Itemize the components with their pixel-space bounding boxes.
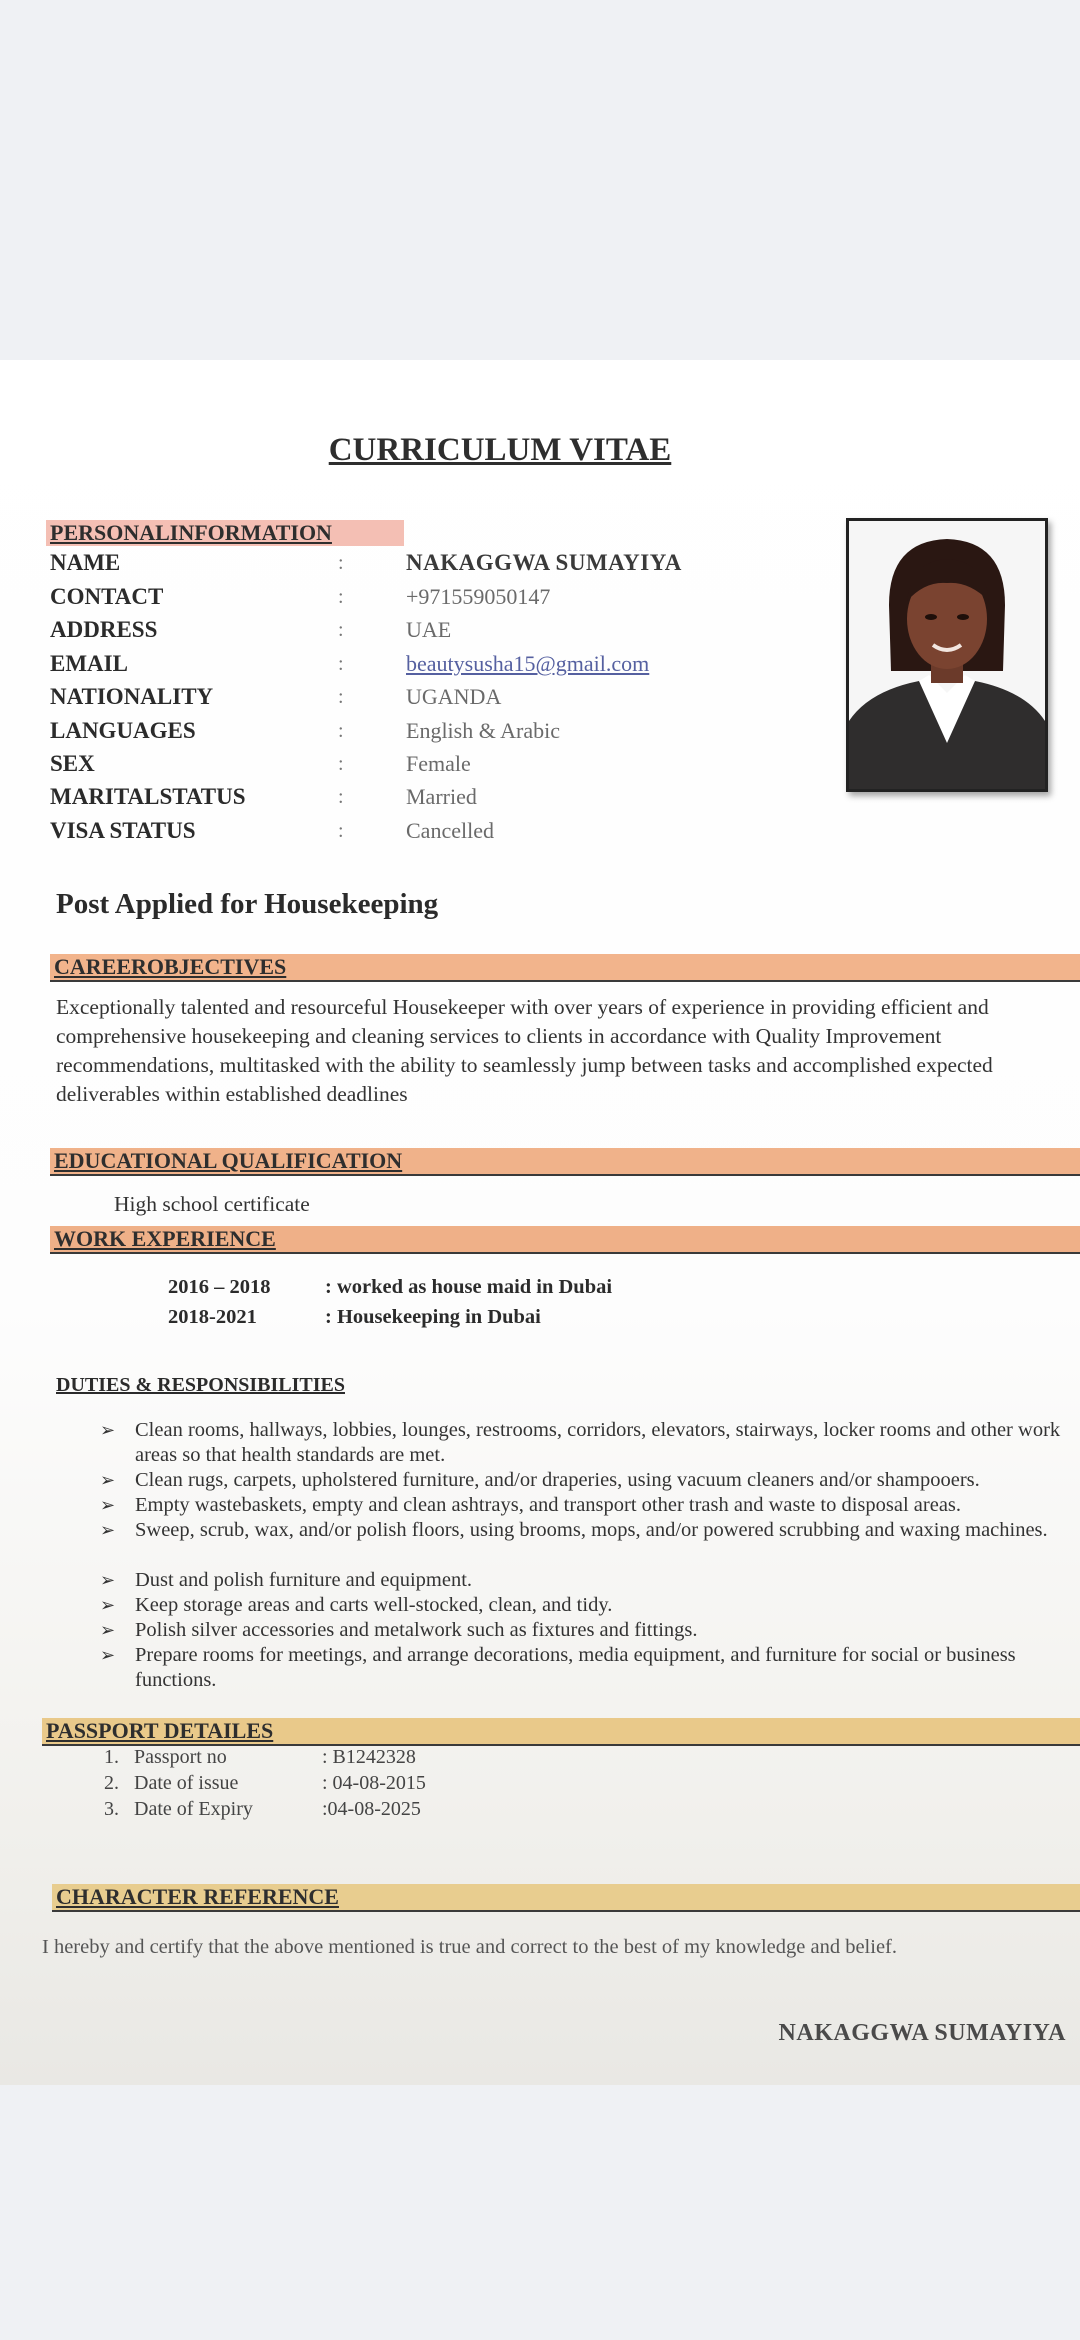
- duty-text: Empty wastebaskets, empty and clean ashtrays, and transport other trash and waste to disposal areas.: [135, 1494, 962, 1516]
- field-colon: :: [338, 619, 344, 641]
- section-education-band: [50, 1148, 1080, 1174]
- field-value-nationality: UGANDA: [406, 684, 502, 709]
- duty-text: Sweep, scrub, wax, and/or polish floors, using brooms, mops, and/or powered scrubbing and waxing machines.: [135, 1519, 1048, 1541]
- section-passport-heading: PASSPORT DETAILES: [46, 1718, 274, 1743]
- section-education-heading: EDUCATIONAL QUALIFICATION: [54, 1148, 403, 1173]
- section-character-band: [52, 1884, 1080, 1910]
- passport-row-number: 2.: [104, 1772, 119, 1794]
- field-label-name: NAME: [50, 550, 121, 575]
- section-personal-heading: PERSONALINFORMATION: [46, 520, 404, 546]
- duty-text: Prepare rooms for meetings, and arrange decorations, media equipment, and furniture for social or business functions.: [135, 1644, 1016, 1691]
- passport-row-value: : 04-08-2015: [322, 1772, 426, 1794]
- field-label-languages: LANGUAGES: [50, 718, 196, 743]
- signature-name: NAKAGGWA SUMAYIYA: [778, 2020, 1066, 2046]
- arrow-bullet-icon: ➢: [100, 1470, 116, 1490]
- section-work-heading: WORK EXPERIENCE: [54, 1226, 276, 1251]
- section-divider: [50, 1252, 1080, 1254]
- duty-text: Polish silver accessories and metalwork such as fixtures and fittings.: [135, 1619, 698, 1641]
- arrow-bullet-icon: ➢: [100, 1495, 116, 1515]
- field-colon: :: [338, 653, 344, 675]
- arrow-bullet-icon: ➢: [100, 1420, 116, 1440]
- passport-row-value: :04-08-2025: [322, 1798, 421, 1820]
- section-passport-band: [42, 1718, 1080, 1744]
- cv-document: [0, 360, 1080, 2085]
- arrow-bullet-icon: ➢: [100, 1520, 116, 1540]
- section-duties-heading: DUTIES & RESPONSIBILITIES: [56, 1374, 345, 1396]
- field-value-contact: +971559050147: [406, 584, 551, 609]
- passport-row-value: : B1242328: [322, 1746, 416, 1768]
- field-label-nationality: NATIONALITY: [50, 684, 214, 709]
- education-item: High school certificate: [114, 1192, 310, 1216]
- passport-row-label: Passport no: [134, 1746, 227, 1768]
- passport-row-number: 3.: [104, 1798, 119, 1820]
- field-label-marital-status: MARITALSTATUS: [50, 784, 246, 809]
- field-label-sex: SEX: [50, 751, 95, 776]
- section-divider: [50, 980, 1080, 982]
- field-value-visa-status: Cancelled: [406, 818, 494, 843]
- profile-photo: [846, 518, 1048, 792]
- duty-text: Dust and polish furniture and equipment.: [135, 1569, 473, 1591]
- section-work-band: [50, 1226, 1080, 1252]
- duty-text: Clean rugs, carpets, upholstered furniture, and/or draperies, using vacuum cleaners and/or shampooers.: [135, 1469, 980, 1491]
- duty-text: Keep storage areas and carts well-stocked, clean, and tidy.: [135, 1594, 613, 1616]
- section-career-heading: CAREEROBJECTIVES: [54, 954, 287, 979]
- passport-row-number: 1.: [104, 1746, 119, 1768]
- post-applied-heading: Post Applied for Housekeeping: [56, 888, 439, 920]
- work-description: : worked as house maid in Dubai: [325, 1276, 613, 1298]
- field-colon: :: [338, 753, 344, 775]
- work-years: 2018-2021: [168, 1306, 257, 1328]
- section-divider: [50, 1174, 1080, 1176]
- character-reference-text: I hereby and certify that the above mentioned is true and correct to the best of my knowledge and belief.: [42, 1936, 897, 1958]
- field-colon: :: [338, 720, 344, 742]
- passport-row-label: Date of issue: [134, 1772, 239, 1794]
- field-colon: :: [338, 686, 344, 708]
- section-character-heading: CHARACTER REFERENCE: [56, 1884, 339, 1909]
- document-title: CURRICULUM VITAE: [328, 432, 672, 468]
- arrow-bullet-icon: ➢: [100, 1570, 116, 1590]
- field-label-visa-status: VISA STATUS: [50, 818, 196, 843]
- field-value-marital-status: Married: [406, 784, 477, 809]
- field-value-email[interactable]: beautysusha15@gmail.com: [406, 651, 650, 676]
- duty-text: Clean rooms, hallways, lobbies, lounges, restrooms, corridors, elevators, stairways, locker rooms and other work areas so that health standards are met.: [135, 1419, 1061, 1466]
- section-divider: [52, 1910, 1080, 1912]
- field-value-name: NAKAGGWA SUMAYIYA: [406, 550, 682, 575]
- field-colon: :: [338, 820, 344, 842]
- portrait-image: [849, 521, 1045, 789]
- field-colon: :: [338, 552, 344, 574]
- field-colon: :: [338, 586, 344, 608]
- work-description: : Housekeeping in Dubai: [325, 1306, 541, 1328]
- field-value-address: UAE: [406, 617, 452, 642]
- passport-row-label: Date of Expiry: [134, 1798, 253, 1820]
- arrow-bullet-icon: ➢: [100, 1620, 116, 1640]
- field-value-sex: Female: [406, 751, 471, 776]
- work-years: 2016 – 2018: [168, 1276, 271, 1298]
- career-objectives-text: Exceptionally talented and resourceful Housekeeper with over years of experience in providing efficient and comprehensive housekeeping and cleaning services to clients in accordance with Quality Improvement recommendations, multitasked with the ability to seamlessly jump between tasks and accomplished expected deliverables within established deadlines: [56, 995, 993, 1106]
- arrow-bullet-icon: ➢: [100, 1645, 116, 1665]
- field-colon: :: [338, 786, 344, 808]
- field-value-languages: English & Arabic: [406, 718, 560, 743]
- arrow-bullet-icon: ➢: [100, 1595, 116, 1615]
- field-label-contact: CONTACT: [50, 584, 164, 609]
- field-label-address: ADDRESS: [50, 617, 158, 642]
- section-career-band: [50, 954, 1080, 980]
- field-label-email: EMAIL: [50, 651, 128, 676]
